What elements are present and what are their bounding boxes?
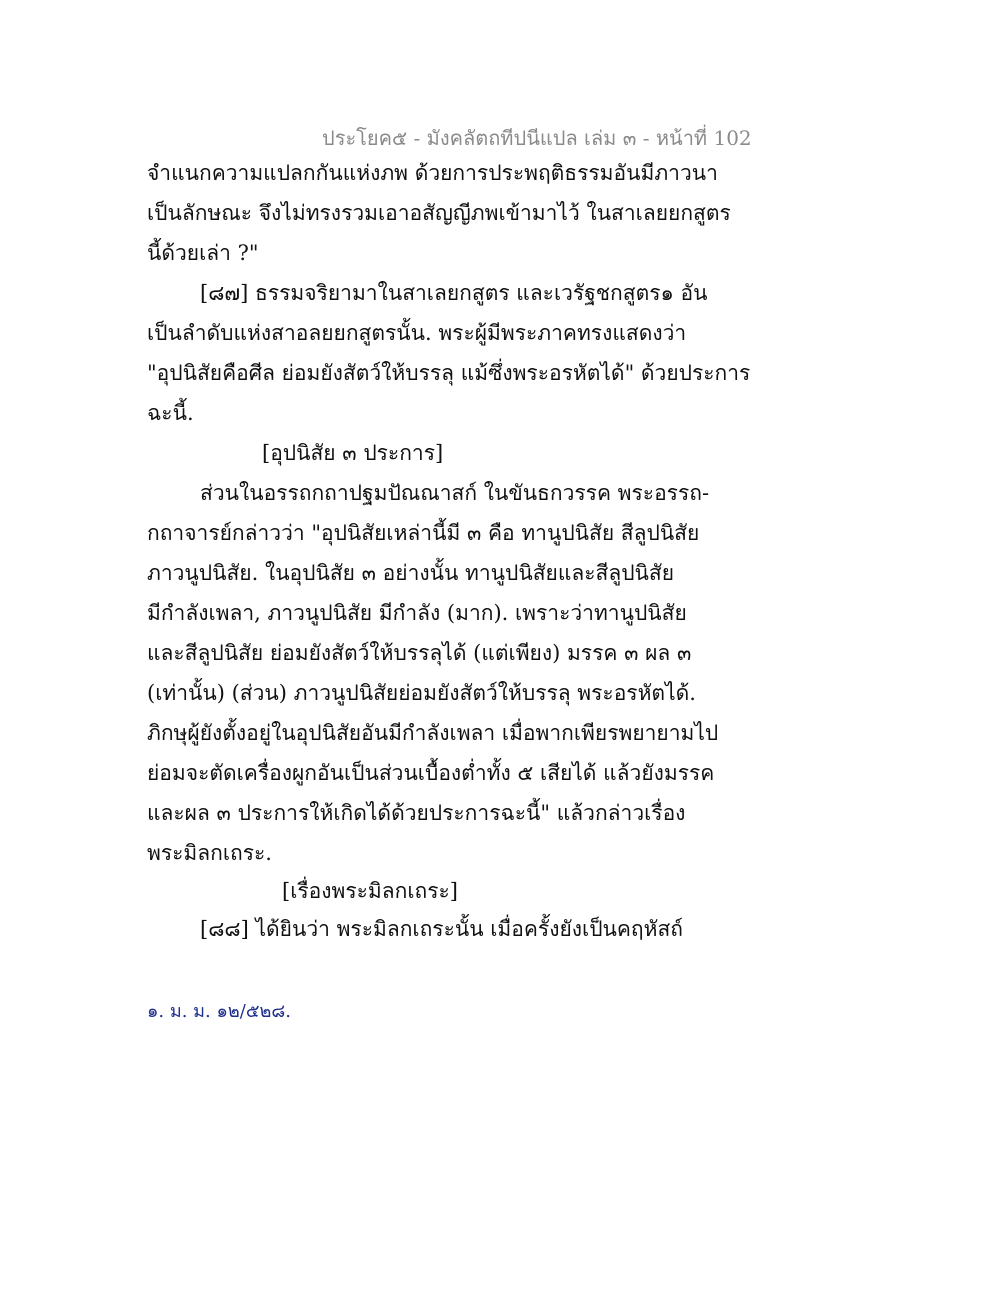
page-header: ประโยค๕ - มังคลัตถทีปนีแปล เล่ม ๓ - หน้าที่ 102 xyxy=(322,126,752,150)
body-line: ย่อมจะตัดเครื่องผูกอันเป็นส่วนเบื้องต่ำทั้ง ๕ เสียได้ แล้วยังมรรค xyxy=(147,761,715,785)
body-line: ฉะนี้. xyxy=(147,401,194,425)
body-line: และผล ๓ ประการให้เกิดได้ด้วยประการฉะนี้" แล้วกล่าวเรื่อง xyxy=(147,801,686,825)
body-line: ภิกษุผู้ยังตั้งอยู่ในอุปนิสัยอันมีกำลังเพลา เมื่อพากเพียรพยายามไป xyxy=(147,721,719,745)
section-heading: [อุปนิสัย ๓ ประการ] xyxy=(262,441,444,465)
body-line: เป็นลักษณะ จึงไม่ทรงรวมเอาอสัญญีภพเข้ามาไว้ ในสาเลยยกสูตร xyxy=(147,201,731,225)
body-line: ส่วนในอรรถกถาปฐมปัณณาสก์ ในขันธกวรรค พระอรรถ- xyxy=(200,481,710,505)
body-line: (เท่านั้น) (ส่วน) ภาวนูปนิสัยย่อมยังสัตว์ให้บรรลุ พระอรหัตได้. xyxy=(147,681,696,705)
footnote: ๑. ม. ม. ๑๒/๕๒๘. xyxy=(147,1001,291,1022)
body-line: [๘๗] ธรรมจริยามาในสาเลยกสูตร และเวรัฐชกสูตร๑ อัน xyxy=(200,281,708,305)
body-line: "อุปนิสัยคือศีล ย่อมยังสัตว์ให้บรรลุ แม้ซึ่งพระอรหัตได้" ด้วยประการ xyxy=(147,361,751,385)
body-line: มีกำลังเพลา, ภาวนูปนิสัย มีกำลัง (มาก). เพราะว่าทานูปนิสัย xyxy=(147,601,687,625)
body-line: เป็นลำดับแห่งสาอลยยกสูตรนั้น. พระผู้มีพระภาคทรงแสดงว่า xyxy=(147,321,687,345)
section-heading: [เรื่องพระมิลกเถระ] xyxy=(282,879,458,903)
body-line: และสีลูปนิสัย ย่อมยังสัตว์ให้บรรลุได้ (แต่เพียง) มรรค ๓ ผล ๓ xyxy=(147,641,692,665)
body-line: [๘๘] ได้ยินว่า พระมิลกเถระนั้น เมื่อครั้งยังเป็นคฤหัสถ์ xyxy=(200,917,684,941)
body-line: กถาจารย์กล่าวว่า "อุปนิสัยเหล่านี้มี ๓ คือ ทานูปนิสัย สีลูปนิสัย xyxy=(147,521,700,545)
body-line: นี้ด้วยเล่า ?" xyxy=(147,241,259,265)
body-line: พระมิลกเถระ. xyxy=(147,841,272,865)
body-line: ภาวนูปนิสัย. ในอุปนิสัย ๓ อย่างนั้น ทานูปนิสัยและสีลูปนิสัย xyxy=(147,561,674,585)
body-line: จำแนกความแปลกกันแห่งภพ ด้วยการประพฤติธรรมอันมีภาวนา xyxy=(147,161,718,185)
